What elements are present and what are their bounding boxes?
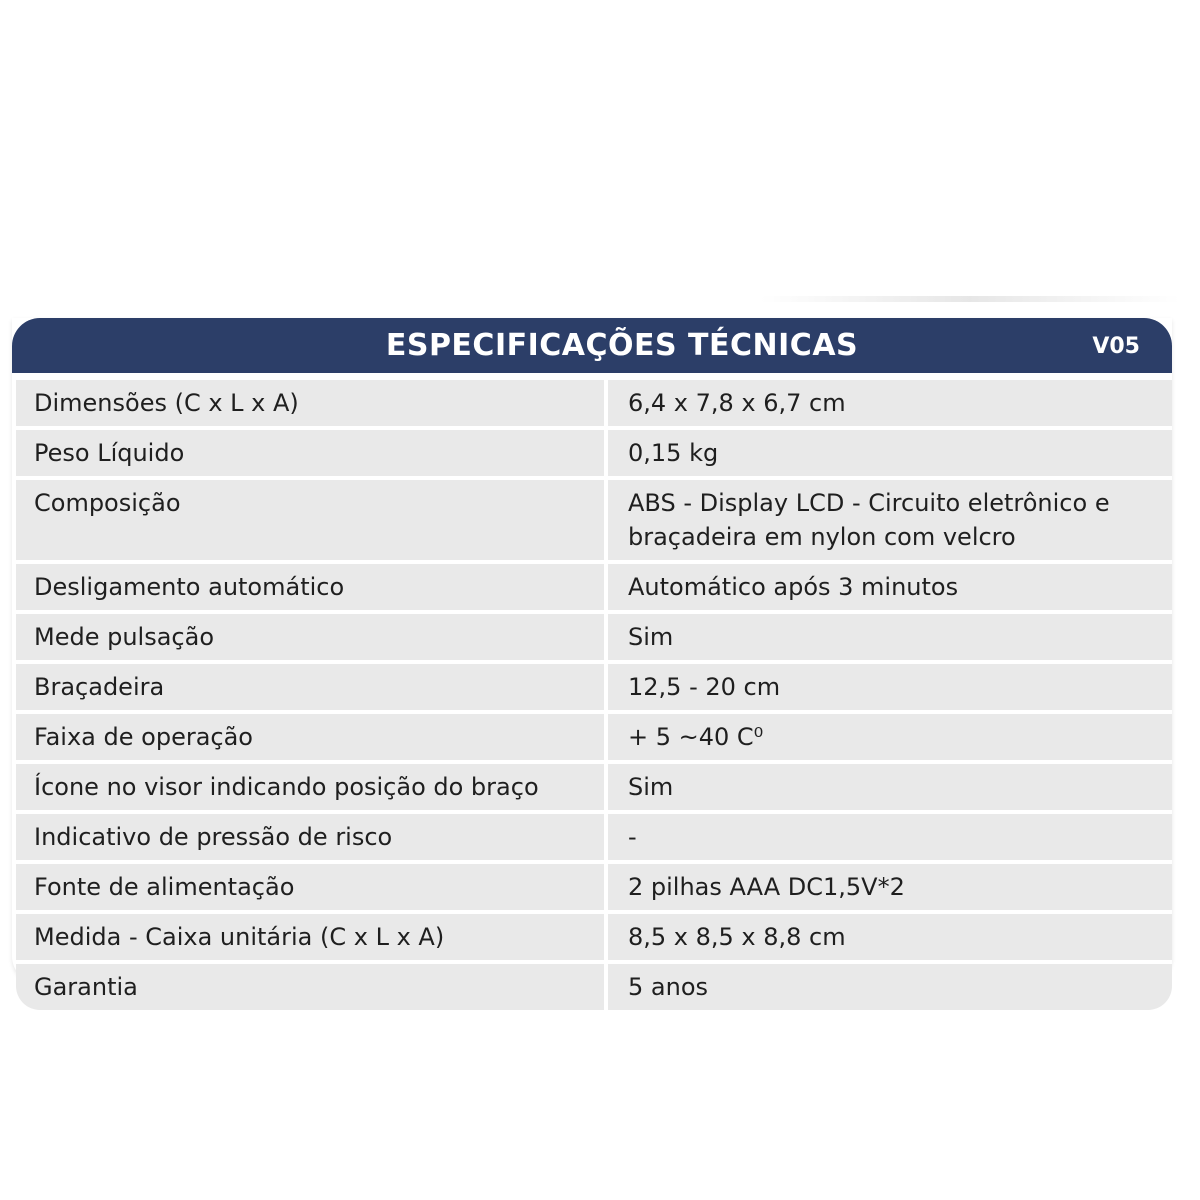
spec-label: Ícone no visor indicando posição do braço <box>16 764 608 814</box>
spec-value: 2 pilhas AAA DC1,5V*2 <box>608 864 1172 914</box>
specifications-header <box>12 318 1172 373</box>
specifications-table <box>16 380 1172 1010</box>
spec-value: 0,15 kg <box>608 430 1172 480</box>
table-row <box>16 814 1172 864</box>
spec-value: Sim <box>608 764 1172 814</box>
spec-label: Composição <box>16 480 608 564</box>
spec-value: + 5 ~40 C⁰ <box>608 714 1172 764</box>
decorative-shadow <box>760 296 1180 302</box>
specifications-title: ESPECIFICAÇÕES TÉCNICAS <box>385 328 859 363</box>
spec-label: Faixa de operação <box>16 714 608 764</box>
spec-label: Desligamento automático <box>16 564 608 614</box>
spec-value: Automático após 3 minutos <box>608 564 1172 614</box>
table-row <box>16 430 1172 480</box>
table-row <box>16 380 1172 430</box>
table-row <box>16 764 1172 814</box>
spec-value: 8,5 x 8,5 x 8,8 cm <box>608 914 1172 964</box>
spec-value: 12,5 - 20 cm <box>608 664 1172 714</box>
spec-label: Peso Líquido <box>16 430 608 480</box>
table-row <box>16 614 1172 664</box>
table-row <box>16 914 1172 964</box>
spec-label: Braçadeira <box>16 664 608 714</box>
table-row <box>16 664 1172 714</box>
specifications-card <box>12 318 1172 1001</box>
spec-label: Mede pulsação <box>16 614 608 664</box>
spec-label: Fonte de alimentação <box>16 864 608 914</box>
table-row <box>16 964 1172 1010</box>
spec-label: Indicativo de pressão de risco <box>16 814 608 864</box>
spec-label: Medida - Caixa unitária (C x L x A) <box>16 914 608 964</box>
spec-value: 6,4 x 7,8 x 6,7 cm <box>608 380 1172 430</box>
spec-value: - <box>608 814 1172 864</box>
table-row <box>16 480 1172 564</box>
table-row <box>16 864 1172 914</box>
spec-value: Sim <box>608 614 1172 664</box>
spec-value: 5 anos <box>608 964 1172 1010</box>
spec-label: Dimensões (C x L x A) <box>16 380 608 430</box>
version-label: V05 <box>1092 334 1140 359</box>
spec-label: Garantia <box>16 964 608 1010</box>
table-row <box>16 564 1172 614</box>
table-row <box>16 714 1172 764</box>
spec-value: ABS - Display LCD - Circuito eletrônico e braçadeira em nylon com velcro <box>608 480 1172 564</box>
